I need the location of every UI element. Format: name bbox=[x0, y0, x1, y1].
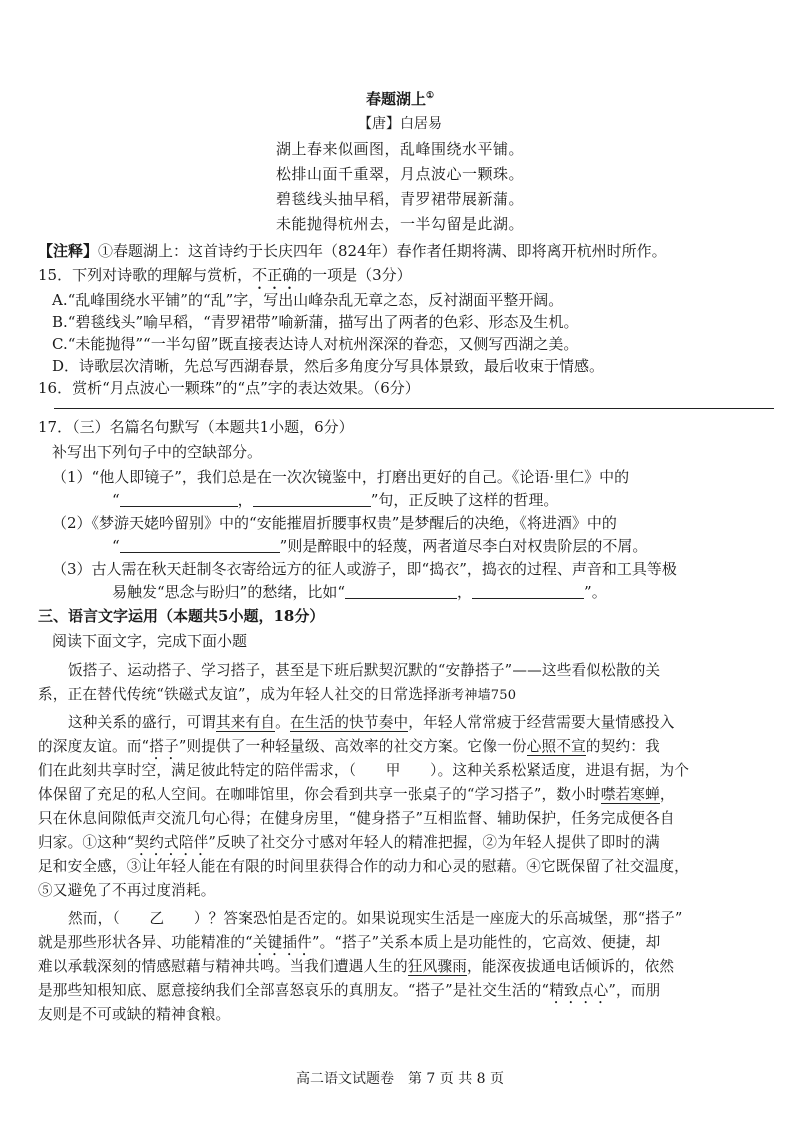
p2-l2-c: ”则提供了一种轻量级、高效率的社交方案。它像一份 bbox=[178, 738, 527, 755]
q15-stem-text: 15．下列对诗歌的理解与赏析， bbox=[38, 266, 253, 284]
p2-l4-c: ， bbox=[659, 786, 675, 803]
section-3-instruction: 阅读下面文字，完成下面小题 bbox=[52, 632, 248, 650]
q17-item-1-separator: ， bbox=[237, 491, 253, 509]
q17-item-2-open-quote: “ bbox=[112, 537, 120, 555]
p3-l3-a: 难以承载深刻的情感慰藉与精神共鸣。当我们遭遇人生的 bbox=[38, 958, 408, 975]
q17-item-1-line-1: （1）“他人即镜子”，我们总是在一次次镜鉴中，打磨出更好的自己。《论语·里仁》中的 bbox=[52, 468, 630, 486]
p2-l6-a: 归家。①这种“ bbox=[38, 834, 135, 851]
passage-p2-line-8: ⑤又避免了不再过度消耗。 bbox=[38, 882, 216, 899]
underlined-idiom-xinzhaobuxuan: 心照不宣 bbox=[526, 738, 586, 755]
q17-item-2-blank[interactable] bbox=[120, 537, 280, 553]
page-footer: 高二语文试题卷 第 7 页 共 8 页 bbox=[295, 1071, 505, 1087]
underlined-idiom-qilaiyouzi: 其来有自 bbox=[215, 714, 276, 731]
note-label: 【注释】 bbox=[38, 242, 99, 260]
p2-l2-e: 的契约：我 bbox=[585, 738, 660, 755]
p3-l4-a: 是那些知根知底、愿意接纳我们全部喜怒哀乐的真朋友。“搭子”是社交生活的“ bbox=[38, 982, 550, 999]
p3-l2-a: 就是那些形状各异、功能精准的“ bbox=[38, 934, 253, 951]
q15-option-a: A.“乱峰围绕水平铺”的“乱”字，写出山峰杂乱无章之态，反衬湖面平整开阔。 bbox=[52, 291, 564, 309]
q17-item-3-separator: ， bbox=[457, 583, 473, 601]
dotted-word-dazi: 搭子 bbox=[149, 738, 179, 755]
p2-l1-c: 。 bbox=[275, 714, 290, 731]
passage-p2-line-4 bbox=[38, 784, 675, 806]
section-3-header: 三、语言文字运用（本题共5小题，18分） bbox=[38, 607, 325, 625]
q17-item-3-line-1: （3）古人需在秋天赶制冬衣寄给远方的征人或游子，即“捣衣”，捣衣的过程、声音和工具等极 bbox=[52, 560, 677, 578]
q17-item-1-blank-1[interactable] bbox=[120, 491, 238, 507]
q17-item-1-line-2 bbox=[112, 489, 558, 511]
note-text: ①春题湖上：这首诗约于长庆四年（824年）春作者任期将满、即将离开杭州时所作。 bbox=[98, 242, 667, 260]
p2-l1-e: ，年轻人常常疲于经营需要大量情感投入 bbox=[408, 714, 675, 731]
underlined-idiom-jinruohanchan: 噤若寒蝉 bbox=[600, 786, 660, 803]
underlined-phrase-kuaijiezou: 在生活的快节奏中 bbox=[289, 714, 409, 731]
q17-item-3-blank-2[interactable] bbox=[472, 583, 584, 599]
poem-line-3: 碧毯线头抽早稻，青罗裙带展新蒲。 bbox=[275, 190, 524, 208]
passage-p2-line-2 bbox=[38, 736, 660, 763]
q17-item-2-line-2 bbox=[112, 535, 647, 557]
passage-p2-line-3: 们在此刻共享时空，满足彼此特定的陪伴需求，（ 甲 ）。这种关系松紧适度，进退有据，为个 bbox=[38, 762, 690, 779]
dotted-phrase-qiyueshi: 契约式陪伴 bbox=[134, 834, 209, 851]
p2-l4-a: 体保留了充足的私人空间。在咖啡馆里，你会看到共享一张桌子的“学习搭子”，数小时 bbox=[38, 786, 601, 803]
p2-l2-a: 的深度友谊。而“ bbox=[38, 738, 150, 755]
q17-item-1-blank-2[interactable] bbox=[253, 491, 371, 507]
underlined-idiom-kuangfengzhouyu: 狂风骤雨 bbox=[407, 958, 468, 975]
passage-p3-line-3 bbox=[38, 956, 674, 978]
passage-p2-line-7: 足和安全感，③让年轻人能在有限的时间里获得合作的动力和心灵的慰藉。④它既保留了社交温度， bbox=[38, 858, 689, 875]
q15-stem-emphasis: 不正确 bbox=[252, 266, 298, 284]
passage-p2-line-5: 只在休息间隙低声交流几句心得；在健身房里，“健身搭子”互相监督、辅助保护，任务完成便各自 bbox=[38, 810, 675, 827]
p1-line-2-text: 系，正在替代传统“铁磁式友谊”，成为年轻人社交的日常选择 bbox=[38, 686, 438, 703]
q15-option-c: C.“未能抛得”“一半勾留”既直接表达诗人对杭州深深的眷恋，又侧写西湖之美。 bbox=[52, 335, 579, 353]
q17-item-3-open: 易触发“思念与盼归”的愁绪，比如“ bbox=[112, 583, 346, 601]
q15-option-b: B.“碧毯线头”喻早稻，“青罗裙带”喻新蒲，描写出了两者的色彩、形态及生机。 bbox=[52, 313, 579, 331]
question-17-header: 17．（三）名篇名句默写（本题共1小题，6分） bbox=[38, 418, 354, 436]
q17-item-3-close: ”。 bbox=[584, 583, 607, 601]
watermark-text: 浙考神墙750 bbox=[437, 688, 517, 703]
q17-item-2-close: ”则是醉眼中的轻蔑，两者道尽李白对权贵阶层的不屑。 bbox=[279, 537, 648, 555]
passage-p3-line-5: 友则是不可或缺的精神食粮。 bbox=[38, 1006, 231, 1023]
q15-stem-end: 的一项是（3分） bbox=[297, 266, 412, 284]
passage-p2-line-6 bbox=[38, 832, 660, 859]
q17-item-1-open-quote: “ bbox=[112, 491, 120, 509]
passage-p3-line-4 bbox=[38, 980, 660, 1007]
q17-instruction: 补写出下列句子中的空缺部分。 bbox=[52, 443, 263, 461]
q17-item-2-line-1: （2）《梦游天姥吟留别》中的“安能摧眉折腰事权贵”是梦醒后的决绝，《将进酒》中的 bbox=[52, 514, 617, 532]
poem-title-text: 春题湖上 bbox=[365, 90, 426, 108]
answer-rule bbox=[54, 408, 774, 409]
poem-line-1: 湖上春来似画图，乱峰围绕水平铺。 bbox=[275, 140, 524, 158]
poem-title bbox=[0, 88, 800, 110]
passage-p2-line-1 bbox=[68, 712, 675, 734]
p3-l4-c: ”，而朋 bbox=[608, 982, 661, 999]
passage-p3-line-1: 然而，（ 乙 ）？答案恐怕是否定的。如果说现实生活是一座庞大的乐高城堡，那“搭子” bbox=[68, 910, 683, 927]
poem-note bbox=[38, 240, 667, 262]
poem-line-4: 未能抛得杭州去，一半勾留是此湖。 bbox=[275, 215, 524, 233]
p3-l2-c: ”。“搭子”关系本质上是功能性的，它高效、便捷，却 bbox=[311, 934, 661, 951]
q15-option-d: D．诗歌层次清晰，先总写西湖春景，然后多角度分写具体景致，最后收束于情感。 bbox=[52, 357, 605, 375]
passage-p1-line-2 bbox=[38, 684, 516, 707]
q17-item-1-close: ”句，正反映了这样的哲理。 bbox=[370, 491, 559, 509]
question-16: 16．赏析“月点波心一颗珠”的“点”字的表达效果。（6分） bbox=[38, 379, 420, 397]
q17-item-3-line-2 bbox=[112, 581, 607, 603]
poem-title-footnote-marker: ① bbox=[425, 91, 435, 101]
passage-p1-line-1 bbox=[68, 660, 660, 682]
poem-line-2: 松排山面千重翠，月点波心一颗珠。 bbox=[275, 165, 524, 183]
dotted-phrase-guanjianchajian: 关键插件 bbox=[252, 934, 312, 951]
p3-l3-c: ，能深夜拔通电话倾诉的，依然 bbox=[467, 958, 675, 975]
q17-item-3-blank-1[interactable] bbox=[345, 583, 457, 599]
p2-l1-a: 这种关系的盛行，可谓 bbox=[68, 714, 216, 731]
p2-l6-c: ”反映了社交分寸感对年轻人的精准把握，②为年轻人提供了即时的满 bbox=[208, 834, 660, 851]
poem-author: 【唐】白居易 bbox=[358, 116, 442, 132]
p1-line-1-text: 饭搭子、运动搭子、学习搭子，甚至是下班后默契沉默的“安静搭子”——这些看似松散的关 bbox=[68, 662, 661, 679]
passage-p3-line-2 bbox=[38, 932, 660, 959]
dotted-phrase-jingzhidianxin: 精致点心 bbox=[549, 982, 609, 999]
